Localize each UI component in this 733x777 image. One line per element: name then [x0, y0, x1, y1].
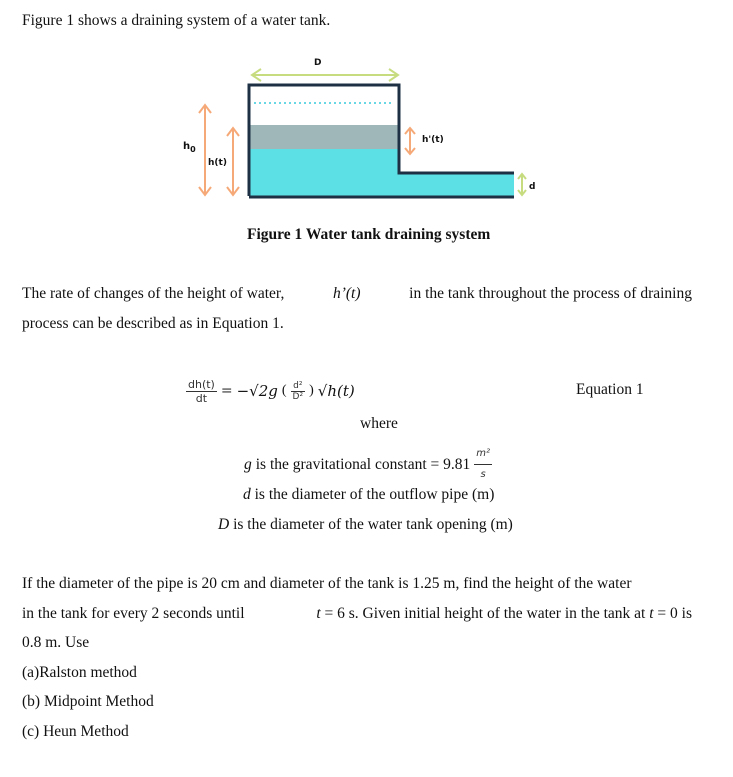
paragraph1-line2: process can be described as in Equation 1.: [22, 315, 284, 332]
option-a: (a)Ralston method: [22, 664, 137, 681]
label-D: D: [314, 58, 322, 68]
water-top-band: [249, 125, 399, 149]
equation-1: $\frac{dh(t)}{dt}$ = −√2g ( $\frac{\text{d²}}{\text{D²}}$ ) √h(t): [188, 377, 355, 405]
outflow-water: [398, 173, 514, 196]
label-ht: h(t): [208, 158, 227, 168]
where-text: where: [360, 415, 398, 432]
paragraph2-line2: in the tank for every 2 seconds until t = 6 s. Given initial height of the water in the tank at t = 0 is: [22, 605, 692, 622]
paragraph2-line1: If the diameter of the pipe is 20 cm and diameter of the tank is 1.25 m, find the height of the water: [22, 575, 632, 592]
d-arrow: [518, 174, 526, 195]
label-h0: $h_0$: [183, 141, 196, 154]
equation-label: Equation 1: [576, 381, 644, 398]
intro-text: Figure 1 shows a draining system of a water tank.: [22, 12, 331, 29]
label-hprime: h'(t): [422, 135, 444, 145]
paragraph2-line3: 0.8 m. Use: [22, 634, 90, 651]
option-c: (c) Heun Method: [22, 723, 129, 740]
option-b: (b) Midpoint Method: [22, 693, 154, 710]
diameter-D-arrow: [252, 69, 398, 81]
hprime-arrow: [405, 128, 415, 154]
definition-g: g is the gravitational constant = 9.81 $\frac{\text{m²}}{s}$: [244, 444, 492, 485]
water-fill: [249, 148, 399, 196]
water-tank-figure: [0, 0, 733, 230]
paragraph1-line1: The rate of changes of the height of water, h’(t) in the tank throughout the process of draining: [22, 285, 692, 302]
definition-D: D is the diameter of the water tank opening (m): [218, 516, 513, 533]
label-d: d: [529, 182, 536, 192]
ht-arrow: [227, 128, 239, 195]
definition-d: d is the diameter of the outflow pipe (m): [243, 486, 495, 503]
h0-arrow: [199, 105, 211, 195]
figure-caption: Figure 1 Water tank draining system: [247, 226, 491, 243]
